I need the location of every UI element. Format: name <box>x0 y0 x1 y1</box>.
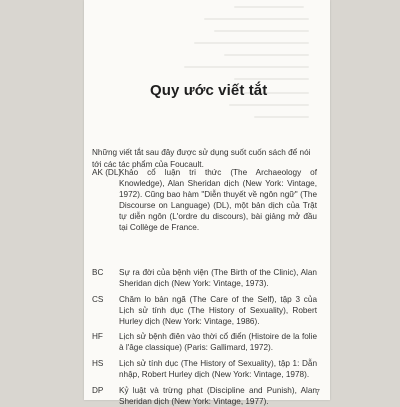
abbreviation-code: CS <box>92 295 104 304</box>
abbreviation-description: Sự ra đời của bệnh viện (The Birth of the Clinic), Alan Sheridan dịch (New York: Vintage, 1973). <box>119 268 317 288</box>
abbreviation-code: HF <box>92 332 103 341</box>
abbreviation-code: HS <box>92 359 104 368</box>
intro-paragraph: Những viết tắt sau đây được sử dụng suốt cuốn sách để nói tới các tác phẩm của Foucault. <box>92 148 311 169</box>
abbreviation-description: Khảo cổ luận tri thức (The Archaeology of Knowledge), Alan Sheridan dịch (New York: Vintage, 1972). Cũng bao hàm "Diễn thuyết về ngôn ngữ" (The Discourse on Language) (DL), một bản dịch của Trật tự diễn ngôn (L'ordre du discours), bài giảng mở đầu tại Collège de France. <box>119 168 317 232</box>
book-page <box>84 0 330 406</box>
abbreviation-code: BC <box>92 268 104 277</box>
abbreviation-description: Chăm lo bản ngã (The Care of the Self), tập 3 của Lịch sử tính dục (The History of Sexuality), Robert Hurley dịch (New York: Vintage, 1986). <box>119 295 317 326</box>
abbreviation-code: DP <box>92 386 104 395</box>
page-number: 7 <box>315 388 320 397</box>
abbreviation-description: Lịch sử bệnh điên vào thời cổ điển (Histoire de la folie à l'âge classique) (Paris: Gallimard, 1972). <box>119 332 317 352</box>
abbreviation-code: AK (DL) <box>92 168 122 177</box>
abbreviation-description: Kỷ luật và trừng phạt (Discipline and Punish), Alan Sheridan dịch (New York: Vintage, 1977). <box>119 386 317 406</box>
abbreviation-description: Lịch sử tính dục (The History of Sexuality), tập 1: Dẫn nhập, Robert Hurley dịch (New York: Vintage, 1978). <box>119 359 317 379</box>
page-title: Quy ước viết tắt <box>150 82 268 99</box>
